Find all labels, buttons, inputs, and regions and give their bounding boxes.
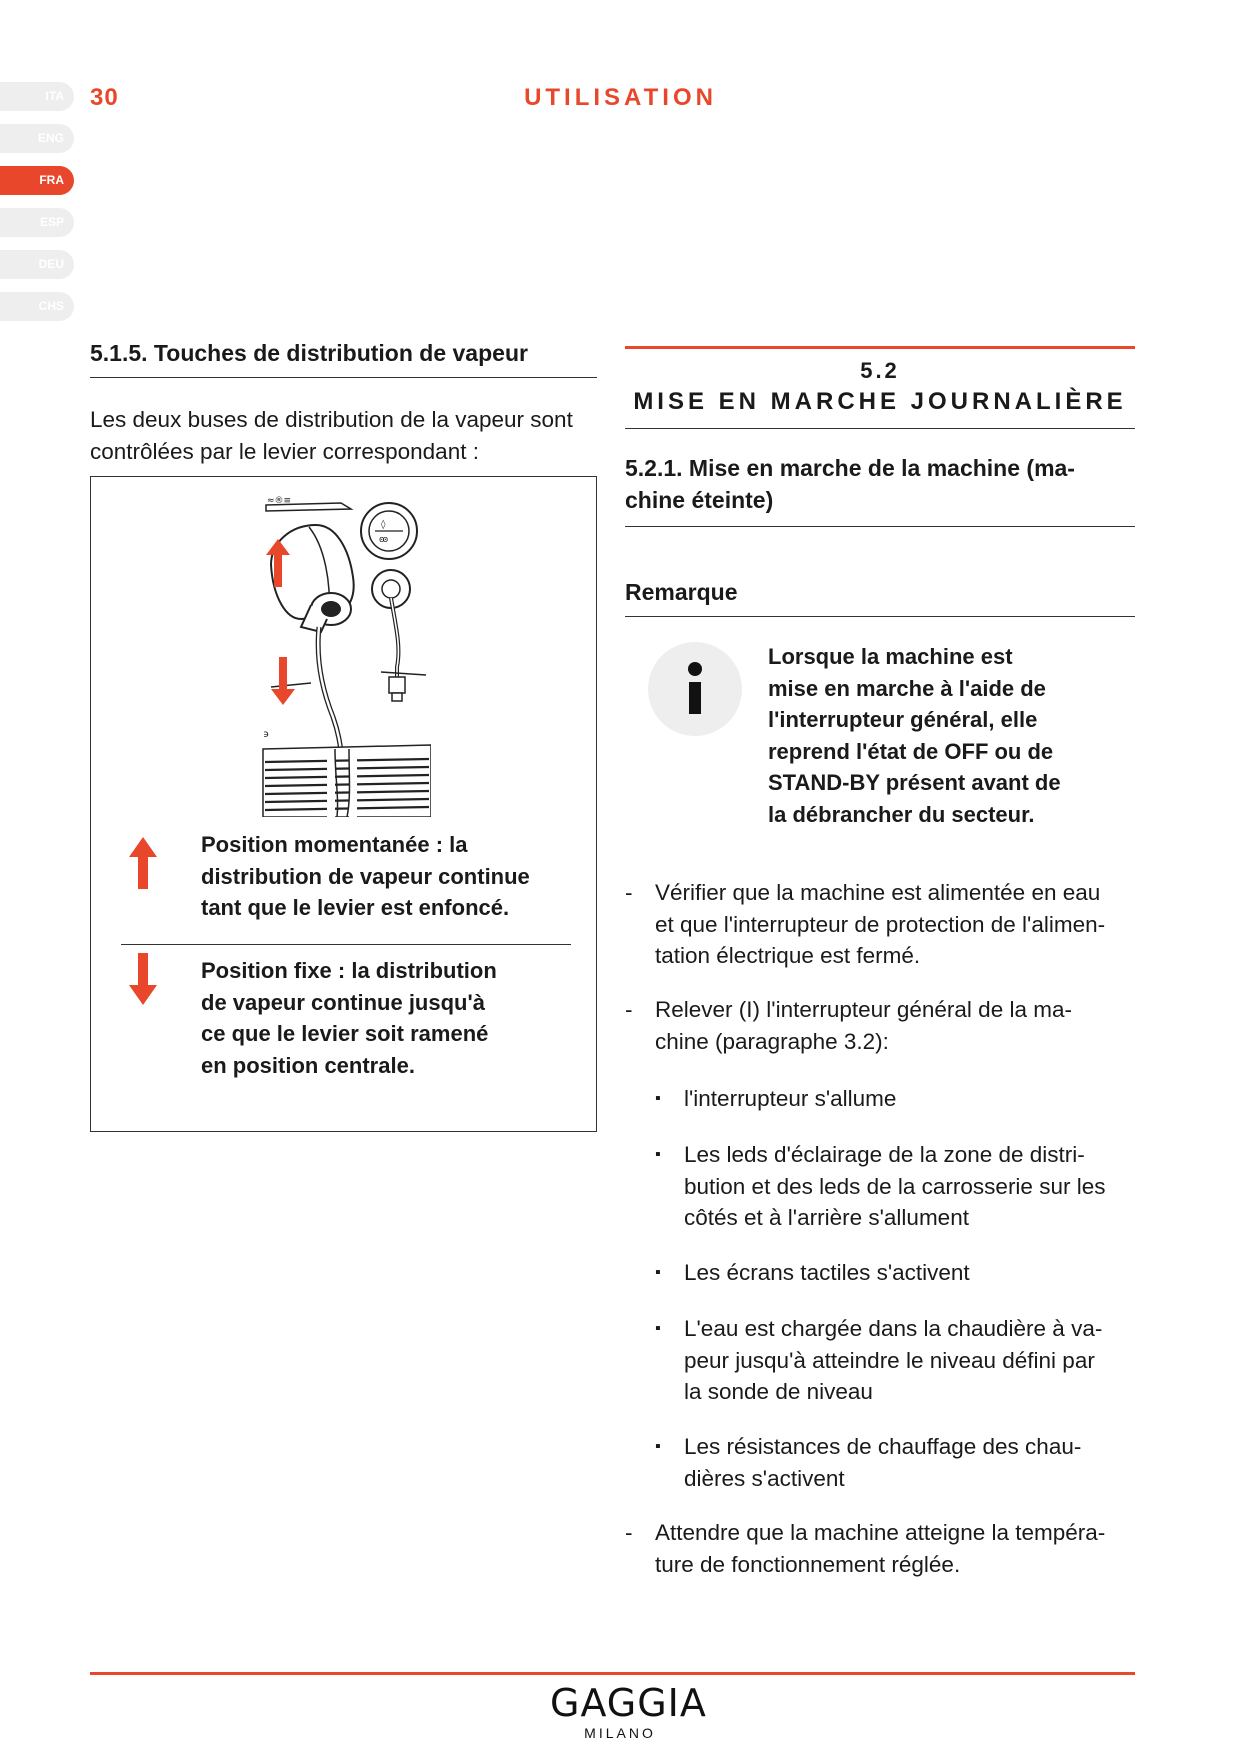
intro-line: Les deux buses de distribution de la vapeur sont <box>90 407 573 432</box>
lang-tab-deu[interactable]: DEU <box>0 250 74 279</box>
list-item: L'eau est chargée dans la chaudière à va- peur jusqu'à atteindre le niveau défini par la sonde de niveau <box>684 1316 1103 1404</box>
section-number: 5.2 <box>860 358 900 383</box>
logo-wordmark: GAGGIA <box>550 1681 707 1725</box>
section-top-rule <box>625 346 1135 349</box>
arrow-up-icon <box>123 835 163 891</box>
arrow-down-icon <box>271 657 295 705</box>
lang-tab-esp[interactable]: ESP <box>0 208 74 237</box>
footer-rule <box>90 1672 1135 1675</box>
list-item: Attendre que la machine atteigne la tempéra- ture de fonctionnement réglée. <box>655 1520 1106 1577</box>
legend-momentary-text: Position momentanée : la distribution de vapeur continue tant que le levier est enfoncé. <box>201 832 530 920</box>
arrow-down-icon <box>123 951 163 1007</box>
svg-text:≈®≡: ≈®≡ <box>267 496 292 506</box>
list-marker: ▪ <box>655 1320 661 1337</box>
intro-paragraph <box>90 404 600 468</box>
steam-lever-figure-box <box>90 476 597 1132</box>
list-item: Les écrans tactiles s'activent <box>684 1260 970 1285</box>
svg-text:϶: ϶ <box>263 729 270 740</box>
logo-subtitle: MILANO <box>584 1725 656 1741</box>
lang-tab-eng[interactable]: ENG <box>0 124 74 153</box>
subsection-heading-5-2-1: 5.2.1. Mise en marche de la machine (ma- chine éteinte) <box>625 452 1135 527</box>
legend-fixed-text: Position fixe : la distribution de vapeur continue jusqu'à ce que le levier soit ramené en position centrale. <box>201 958 497 1078</box>
language-tabs <box>0 82 76 334</box>
section-title: MISE EN MARCHE JOURNALIÈRE <box>633 388 1127 415</box>
lang-tab-chs[interactable]: CHS <box>0 292 74 321</box>
list-item: Relever (I) l'interrupteur général de la ma- chine (paragraphe 3.2): <box>655 997 1072 1054</box>
section-heading-5-1-5: 5.1.5. Touches de distribution de vapeur <box>90 340 597 378</box>
legend-divider <box>121 944 571 945</box>
list-marker: ▪ <box>655 1438 661 1455</box>
steam-lever-illustration <box>261 487 431 817</box>
info-icon <box>648 642 742 736</box>
gaggia-logo <box>550 1681 707 1743</box>
list-marker: ▪ <box>655 1146 661 1163</box>
list-item: l'interrupteur s'allume <box>684 1086 897 1111</box>
list-marker: ▪ <box>655 1264 661 1281</box>
lang-tab-ita[interactable]: ITA <box>0 82 74 111</box>
svg-text:◊: ◊ <box>381 520 386 530</box>
list-item: Les résistances de chauffage des chau- dières s'activent <box>684 1434 1082 1491</box>
note-heading: Remarque <box>625 579 1135 617</box>
list-item: Les leds d'éclairage de la zone de distri- bution et des leds de la carrosserie sur les côtés et à l'arrière s'allument <box>684 1142 1106 1230</box>
list-item: Vérifier que la machine est alimentée en eau et que l'interrupteur de protection de l'alimen- tation électrique est fermé. <box>655 880 1106 968</box>
page-number: 30 <box>90 84 119 111</box>
intro-line: contrôlées par le levier correspondant : <box>90 439 479 464</box>
page-title: UTILISATION <box>524 84 717 111</box>
list-marker: - <box>625 880 633 905</box>
note-text: Lorsque la machine est mise en marche à l'aide de l'interrupteur général, elle reprend l'état de OFF ou de STAND-BY présent avant de la débrancher du secteur. <box>768 644 1061 827</box>
list-marker: - <box>625 997 633 1022</box>
list-marker: - <box>625 1520 633 1545</box>
svg-text:ꙭ: ꙭ <box>379 535 389 545</box>
lang-tab-fra[interactable]: FRA <box>0 166 74 195</box>
section-bottom-rule <box>625 428 1135 429</box>
list-marker: ▪ <box>655 1090 661 1107</box>
